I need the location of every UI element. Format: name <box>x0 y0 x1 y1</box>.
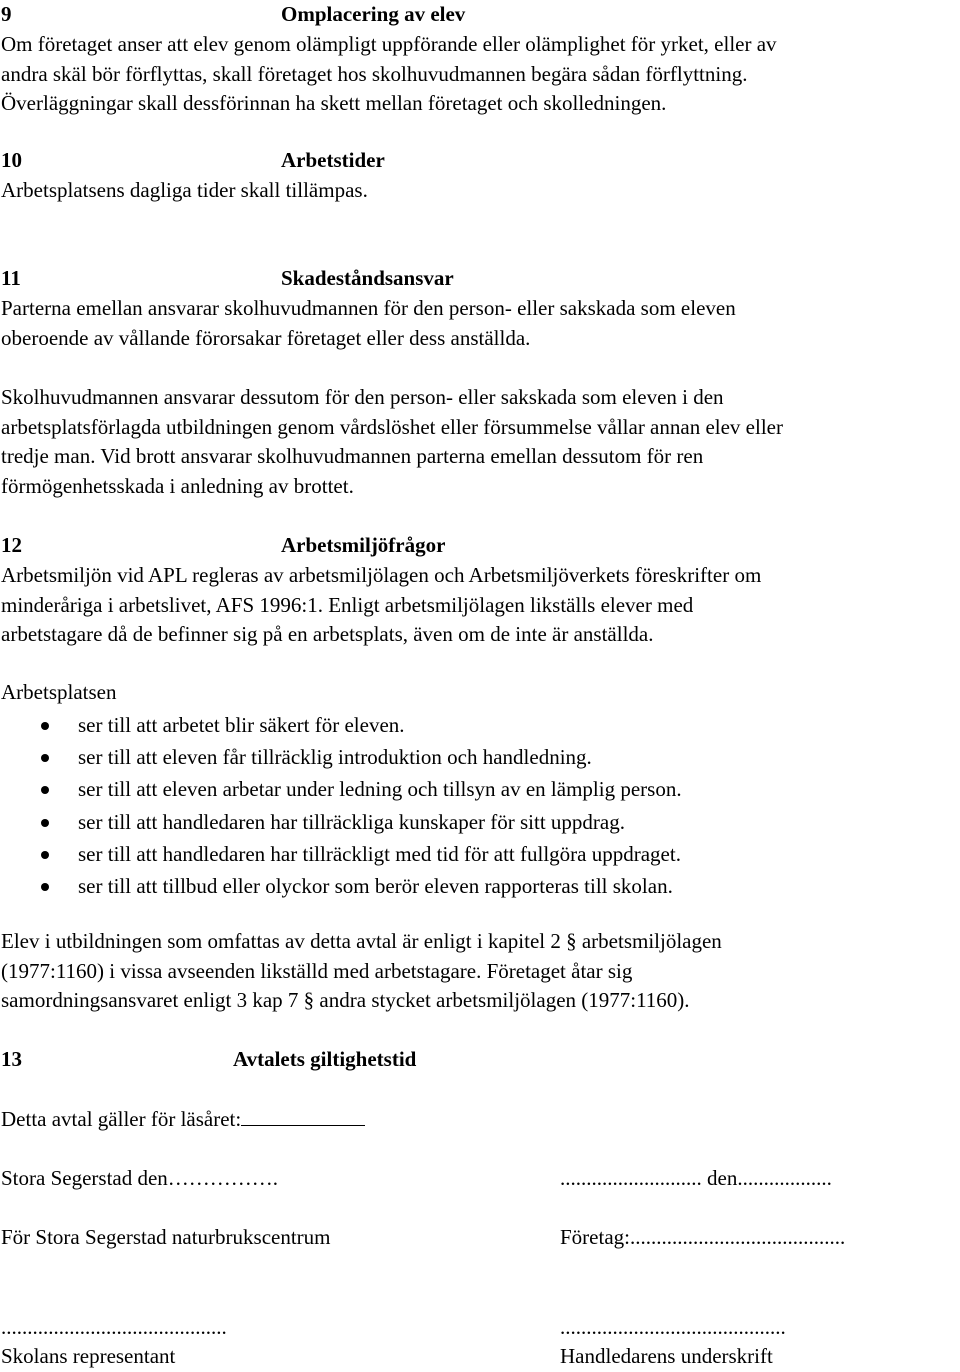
section-heading <box>1 264 956 294</box>
section-number: 12 <box>1 533 22 557</box>
school-year-blank[interactable] <box>241 1105 365 1126</box>
signature-line-left: ........................................... <box>1 1315 227 1339</box>
workplace-list-intro <box>1 678 956 708</box>
list-item <box>1 773 956 805</box>
party-row <box>1 1223 956 1253</box>
list-item-text: ser till att eleven arbetar under ledning och tillsyn av en lämplig person. <box>78 777 682 802</box>
list-item <box>1 838 956 870</box>
section-heading <box>1 1045 956 1075</box>
section-heading <box>1 531 956 561</box>
list-item <box>1 741 956 773</box>
section-11 <box>1 264 956 353</box>
text-line: samordningsansvaret enligt 3 kap 7 § andra stycket arbetsmiljölagen (1977:1160). <box>1 988 690 1012</box>
place-date-left: Stora Segerstad den……………. <box>1 1166 279 1190</box>
section-title: Arbetstider <box>281 148 385 172</box>
section-number: 11 <box>1 266 21 290</box>
workplace-bullet-list <box>1 709 956 902</box>
list-item-text: ser till att arbetet blir säkert för eleven. <box>78 713 405 737</box>
list-item-text: ser till att eleven får tillräcklig introduktion och handledning. <box>78 745 592 770</box>
bullet-icon <box>41 883 49 891</box>
bullet-icon <box>41 722 49 730</box>
bullet-icon <box>41 851 49 859</box>
text-line: Parterna emellan ansvarar skolhuvudmannen för den person- eller sakskada som eleven <box>1 296 736 320</box>
list-item-text: ser till att handledaren har tillräckliga kunskaper för sitt uppdrag. <box>78 809 625 834</box>
section-13 <box>1 1045 956 1075</box>
section-title: Omplacering av elev <box>281 2 466 26</box>
text-line: Arbetsplatsens dagliga tider skall tillämpas. <box>1 178 368 202</box>
section-heading <box>1 146 956 176</box>
text-line: Elev i utbildningen som omfattas av detta avtal är enligt i kapitel 2 § arbetsmiljölagen <box>1 929 722 953</box>
text-line: Om företaget anser att elev genom olämpligt uppförande eller olämplighet för yrket, eller av <box>1 32 777 56</box>
validity-label: Detta avtal gäller för läsåret: <box>1 1107 242 1131</box>
signature-line-row <box>1 1313 956 1343</box>
section-9 <box>1 0 956 119</box>
list-item <box>1 709 956 741</box>
signature-caption-row <box>1 1342 956 1372</box>
section-title: Avtalets giltighetstid <box>233 1047 417 1071</box>
section-title: Skadeståndsansvar <box>281 266 454 290</box>
text-line: minderåriga i arbetslivet, AFS 1996:1. Enligt arbetsmiljölagen likställs elever med <box>1 592 694 617</box>
text-line: Arbetsmiljön vid APL regleras av arbetsmiljölagen och Arbetsmiljöverkets föreskrifter om <box>1 563 762 587</box>
section-12-paragraph-2 <box>1 927 956 1016</box>
section-title: Arbetsmiljöfrågor <box>281 533 446 557</box>
signature-line-right: ........................................... <box>560 1315 786 1339</box>
bullet-icon <box>41 786 49 794</box>
bullet-icon <box>41 819 49 827</box>
party-company: Företag:......................................... <box>560 1225 846 1249</box>
signature-caption-supervisor: Handledarens underskrift <box>560 1344 773 1368</box>
list-item <box>1 870 956 902</box>
text-line: oberoende av vållande förorsakar företaget eller dess anställda. <box>1 325 531 350</box>
section-12 <box>1 531 956 650</box>
text-line: Skolhuvudmannen ansvarar dessutom för den person- eller sakskada som eleven i den <box>1 385 724 409</box>
text-line: förmögenhetsskada i anledning av brottet. <box>1 473 354 498</box>
validity-row <box>1 1105 956 1135</box>
signature-caption-school: Skolans representant <box>1 1344 176 1368</box>
section-number: 10 <box>1 148 22 172</box>
place-date-right: ........................... den.................. <box>560 1166 832 1190</box>
section-10 <box>1 146 956 206</box>
list-item-text: ser till att handledaren har tillräckligt med tid för att fullgöra uppdraget. <box>78 841 681 866</box>
section-number: 13 <box>1 1047 22 1071</box>
text-line: (1977:1160) i vissa avseenden likställd med arbetstagare. Företaget åtar sig <box>1 958 633 983</box>
section-number: 9 <box>1 2 12 26</box>
text-line: andra skäl bör förflyttas, skall företaget hos skolhuvudmannen begära sådan förflyttning. <box>1 61 748 86</box>
text-line: Överläggningar skall dessförinnan ha skett mellan företaget och skolledningen. <box>1 91 667 115</box>
text-line: arbetsplatsförlagda utbildningen genom vårdslöshet eller försummelse vållar annan elev eller <box>1 414 783 439</box>
list-item <box>1 806 956 838</box>
party-school: För Stora Segerstad naturbrukscentrum <box>1 1225 331 1249</box>
text-line: arbetstagare då de befinner sig på en arbetsplats, även om de inte är anställda. <box>1 622 654 646</box>
section-11-paragraph-2 <box>1 383 956 501</box>
list-intro: Arbetsplatsen <box>1 680 117 704</box>
text-line: tredje man. Vid brott ansvarar skolhuvudmannen parterna emellan dessutom för ren <box>1 444 704 468</box>
section-heading <box>1 0 956 30</box>
place-date-row <box>1 1164 956 1194</box>
bullet-icon <box>41 754 49 762</box>
list-item-text: ser till att tillbud eller olyckor som berör eleven rapporteras till skolan. <box>78 873 673 898</box>
